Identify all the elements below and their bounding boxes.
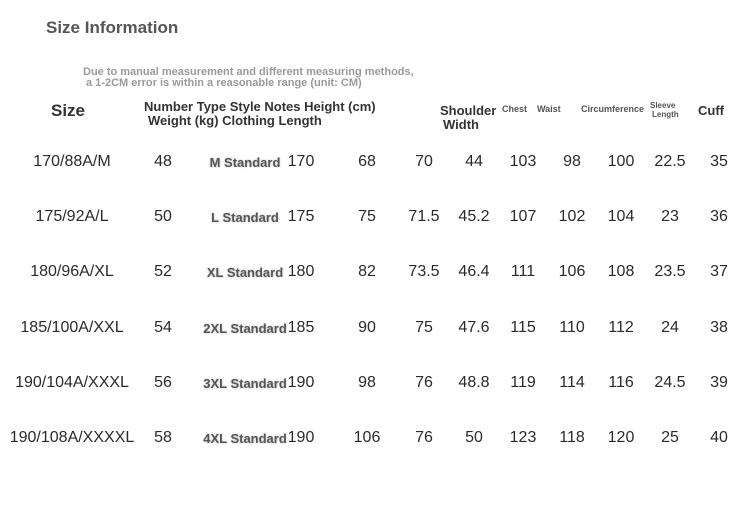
cell-waist: 118 xyxy=(559,429,585,446)
cell-style: XL Standard xyxy=(206,265,284,280)
cell-circumference: 108 xyxy=(607,263,635,280)
cell-size: 185/100A/XXL xyxy=(20,319,124,336)
cell-chest: 103 xyxy=(509,153,537,170)
header-line-1: Number Type Style Notes Height (cm) xyxy=(144,99,376,114)
cell-height: 185 xyxy=(287,319,315,336)
cell-length: 75 xyxy=(415,319,433,336)
measurement-note-line-1: Due to manual measurement and different measuring methods, xyxy=(83,66,414,78)
header-circumference: Circumference xyxy=(581,104,645,114)
cell-number: 54 xyxy=(154,319,172,336)
header-shoulder: Shoulder xyxy=(440,103,497,118)
cell-shoulder: 44 xyxy=(465,153,483,170)
cell-weight: 106 xyxy=(353,429,381,446)
cell-sleeve: 25 xyxy=(661,429,679,446)
header-length: Length xyxy=(652,110,679,119)
cell-weight: 75 xyxy=(358,208,376,225)
header-sleeve: Sleeve xyxy=(650,101,676,110)
cell-length: 73.5 xyxy=(408,263,440,280)
cell-size: 170/88A/M xyxy=(33,153,111,170)
page-title: Size Information xyxy=(46,18,179,37)
cell-sleeve: 24.5 xyxy=(654,374,686,391)
cell-style: M Standard xyxy=(209,155,281,170)
cell-height: 175 xyxy=(287,208,315,225)
cell-length: 76 xyxy=(415,429,433,446)
header-size: Size xyxy=(51,101,86,120)
cell-circumference: 100 xyxy=(607,153,635,170)
cell-size: 175/92A/L xyxy=(35,208,109,225)
header-width: Width xyxy=(443,117,479,132)
cell-waist: 114 xyxy=(559,374,585,391)
header-line-2: Weight (kg) Clothing Length xyxy=(148,113,322,128)
cell-sleeve: 22.5 xyxy=(654,153,686,170)
cell-height: 180 xyxy=(287,263,315,280)
measurement-note-line-2: a 1-2CM error is within a reasonable range (unit: CM) xyxy=(86,77,362,89)
header-waist: Waist xyxy=(537,104,561,114)
cell-chest: 123 xyxy=(509,429,537,446)
cell-cuff: 36 xyxy=(710,208,728,225)
cell-height: 170 xyxy=(287,153,315,170)
cell-length: 71.5 xyxy=(408,208,440,225)
cell-height: 190 xyxy=(287,429,315,446)
cell-number: 52 xyxy=(154,263,172,280)
cell-waist: 98 xyxy=(563,153,581,170)
cell-waist: 110 xyxy=(559,319,585,336)
cell-style: 4XL Standard xyxy=(203,431,287,446)
cell-size: 190/108A/XXXXL xyxy=(9,429,135,446)
cell-weight: 90 xyxy=(358,319,376,336)
cell-sleeve: 23.5 xyxy=(654,263,686,280)
cell-chest: 111 xyxy=(510,263,536,280)
cell-shoulder: 46.4 xyxy=(458,263,490,280)
cell-sleeve: 24 xyxy=(661,319,679,336)
cell-circumference: 112 xyxy=(608,319,634,336)
cell-circumference: 116 xyxy=(608,374,634,391)
header-cuff: Cuff xyxy=(698,103,724,118)
cell-number: 58 xyxy=(154,429,172,446)
cell-shoulder: 50 xyxy=(465,429,483,446)
cell-chest: 119 xyxy=(510,374,536,391)
cell-number: 48 xyxy=(154,153,172,170)
cell-number: 56 xyxy=(154,374,172,391)
header-chest: Chest xyxy=(502,104,528,114)
cell-waist: 102 xyxy=(558,208,586,225)
cell-length: 70 xyxy=(415,153,433,170)
cell-weight: 68 xyxy=(358,153,376,170)
cell-style: 2XL Standard xyxy=(203,321,287,336)
cell-chest: 107 xyxy=(509,208,537,225)
cell-shoulder: 48.8 xyxy=(458,374,490,391)
cell-circumference: 120 xyxy=(607,429,635,446)
cell-cuff: 38 xyxy=(710,319,728,336)
cell-style: 3XL Standard xyxy=(203,376,287,391)
cell-shoulder: 45.2 xyxy=(458,208,490,225)
cell-circumference: 104 xyxy=(607,208,635,225)
cell-cuff: 39 xyxy=(710,374,728,391)
cell-sleeve: 23 xyxy=(661,208,679,225)
cell-size: 180/96A/XL xyxy=(30,263,114,280)
cell-chest: 115 xyxy=(510,319,536,336)
cell-cuff: 35 xyxy=(710,153,728,170)
cell-size: 190/104A/XXXL xyxy=(15,374,129,391)
cell-number: 50 xyxy=(154,208,172,225)
cell-height: 190 xyxy=(287,374,315,391)
cell-cuff: 40 xyxy=(710,429,728,446)
cell-shoulder: 47.6 xyxy=(458,319,490,336)
cell-weight: 82 xyxy=(358,263,376,280)
cell-weight: 98 xyxy=(358,374,376,391)
cell-length: 76 xyxy=(415,374,433,391)
cell-waist: 106 xyxy=(558,263,586,280)
cell-cuff: 37 xyxy=(710,263,728,280)
cell-style: L Standard xyxy=(211,210,279,225)
